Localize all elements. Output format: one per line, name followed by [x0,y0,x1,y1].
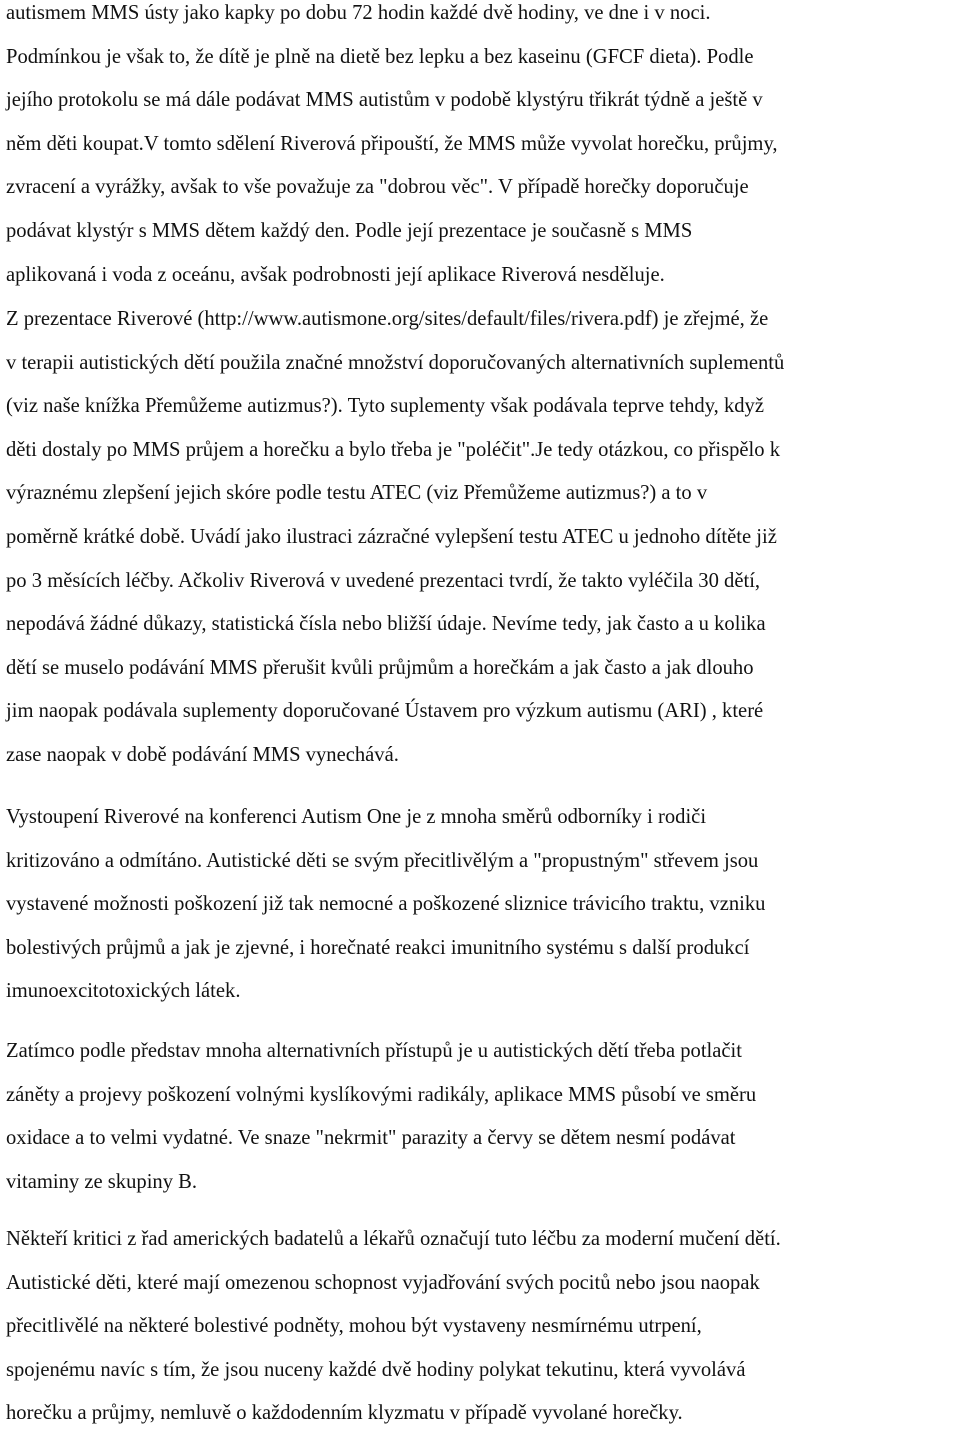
text-line: nepodává žádné důkazy, statistická čísla nebo bližší údaje. Nevíme tedy, jak často a u kolika [6,613,766,636]
paragraph-presentation [6,298,958,778]
text-line: aplikovaná i voda z oceánu, avšak podrobnosti její aplikace Riverová nesděluje. [6,263,665,286]
text-line: spojenému navíc s tím, že jsou nuceny každé dvě hodiny polykat tekutinu, která vyvolává [6,1358,746,1381]
text-line: oxidace a to velmi vydatné. Ve snaze "nekrmit" parazity a červy se dětem nesmí podávat [6,1127,736,1150]
text-line: Podmínkou je však to, že dítě je plně na dietě bez lepku a bez kaseinu (GFCF dieta). Podle [6,45,754,68]
text-line: horečku a průjmy, nemluvě o každodenním klyzmatu v případě vyvolané horečky. [6,1402,683,1425]
text-line: Někteří kritici z řad amerických badatelů a lékařů označují tuto léčbu za moderní mučení dětí. [6,1228,781,1250]
text-line: vystavené možnosti poškození již tak nemocné a poškozené sliznice trávicího traktu, vzniku [6,893,766,916]
paragraph-mms-protocol [6,0,958,297]
text-line: autismem MMS ústy jako kapky po dobu 72 hodin každé dvě hodiny, ve dne i v noci. [6,2,711,24]
text-line: Autistické děti, které mají omezenou schopnost vyjadřování svých pocitů nebo jsou naopak [6,1271,760,1294]
text-line: jejího protokolu se má dále podávat MMS autistům v podobě klystýru třikrát týdně a ještě v [6,89,763,112]
text-line: přecitlivělé na některé bolestivé podněty, mohou být vystaveny nesmírnému utrpení, [6,1315,702,1338]
text-line: záněty a projevy poškození volnými kyslíkovými radikály, aplikace MMS působí ve směru [6,1083,757,1106]
text-line: děti dostaly po MMS průjem a horečku a bylo třeba je "poléčit".Je tedy otázkou, co přispělo k [6,438,781,461]
text-line: kritizováno a odmítáno. Autistické děti se svým přecitlivělým a "propustným" střevem jsou [6,849,759,872]
text-line: poměrně krátké době. Uvádí jako ilustraci zázračné vylepšení testu ATEC u jednoho dítěte již [6,525,777,548]
text-line: zase naopak v době podávání MMS vynechává. [6,743,399,766]
text-line: v terapii autistických dětí použila značné množství doporučovaných alternativních suplementů [6,351,785,374]
text-line: jim naopak podávala suplementy doporučované Ústavem pro výzkum autismu (ARI) , které [6,700,764,723]
text-line: výraznému zlepšení jejich skóre podle testu ATEC (viz Přemůžeme autizmus?) a to v [6,482,708,505]
paragraph-critics [6,1218,958,1436]
text-line: dětí se muselo podávání MMS přerušit kvůli průjmům a horečkám a jak často a jak dlouho [6,656,754,679]
text-line: bolestivých průjmů a jak je zjevné, i horečnaté reakci imunitního systému s další produkcí [6,936,750,959]
text-line: Zatímco podle představ mnoha alternativních přístupů je u autistických dětí třeba potlačit [6,1040,743,1062]
text-line: vitaminy ze skupiny B. [6,1170,198,1193]
text-line: něm děti koupat.V tomto sdělení Riverová připouští, že MMS může vyvolat horečku, průjmy, [6,132,778,155]
text-line: po 3 měsících léčby. Ačkoliv Riverová v uvedené prezentaci tvrdí, že takto vyléčila 30 dětí, [6,569,761,592]
text-line: podávat klystýr s MMS dětem každý den. Podle její prezentace je současně s MMS [6,219,693,242]
text-line: Z prezentace Riverové (http://www.autismone.org/sites/default/files/rivera.pdf) je zřejmé, že [6,308,769,330]
paragraph-oxidation [6,1030,958,1204]
paragraph-criticism [6,796,958,1014]
text-line: Vystoupení Riverové na konferenci Autism One je z mnoha směrů odborníky i rodiči [6,806,707,828]
text-line: imunoexcitotoxických látek. [6,980,241,1003]
text-line: (viz naše knížka Přemůžeme autizmus?). Tyto suplementy však podávala teprve tehdy, když [6,395,764,418]
text-line: zvracení a vyrážky, avšak to vše považuje za "dobrou věc". V případě horečky doporučuje [6,176,749,199]
